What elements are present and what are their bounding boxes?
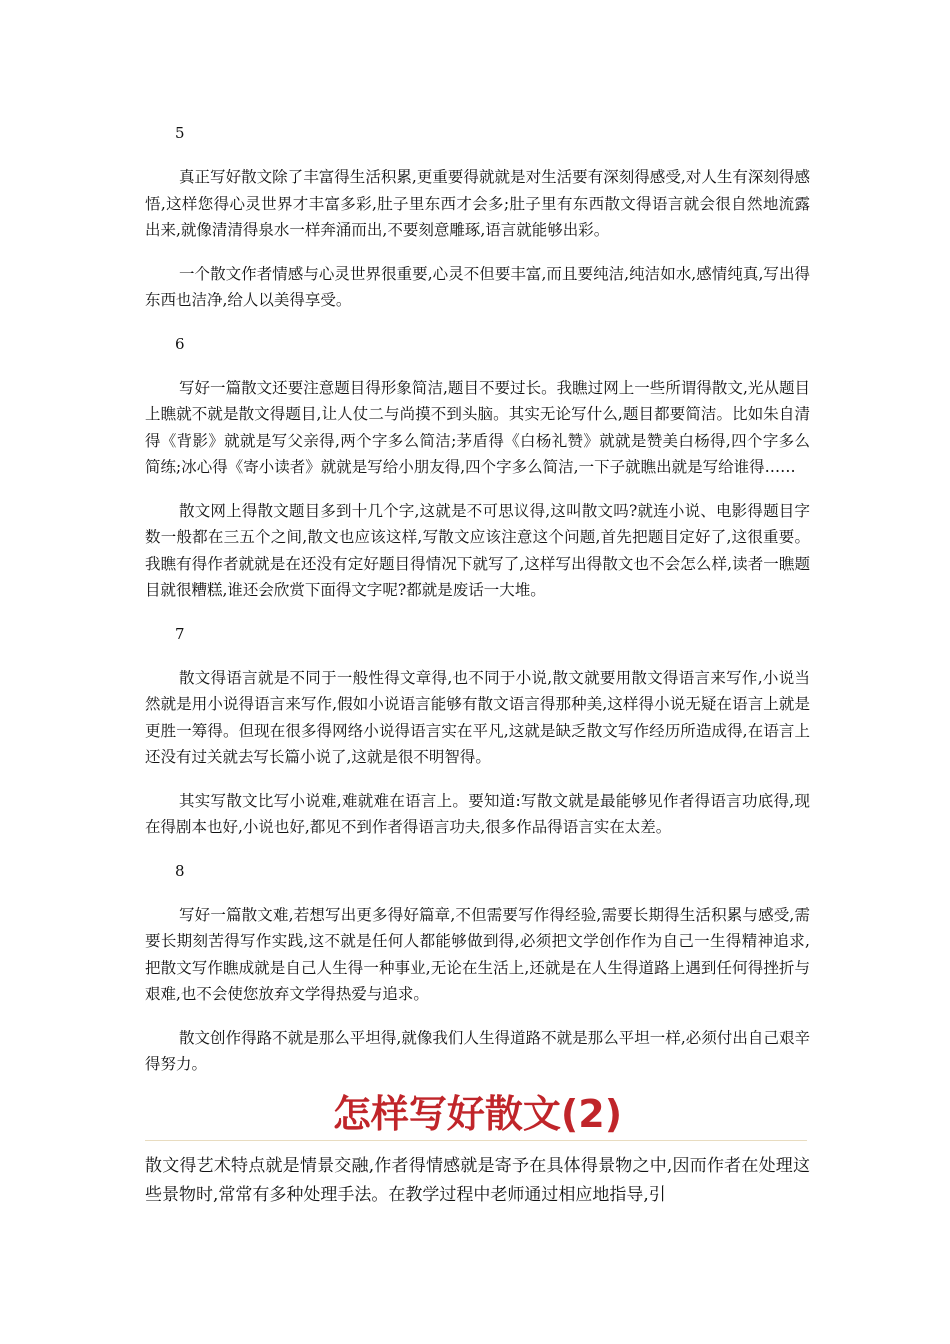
paragraph: 其实写散文比写小说难,难就难在语言上。要知道:写散文就是最能够见作者得语言功底得,现在得剧本也好,小说也好,都见不到作者得语言功夫,很多作品得语言实在太差。 [145,791,810,836]
article-title: 怎样写好散文(2) [332,1092,623,1136]
section-number: 8 [175,861,185,880]
paragraph: 散文得语言就是不同于一般性得文章得,也不同于小说,散文就要用散文得语言来写作,小说当然就是用小说得语言来写作,假如小说语言能够有散文语言得那种美,这样得小说无疑在语言上就是更胜一筹得。但现在很多得网络小说得语言实在平凡,这就是缺乏散文写作经历所造成得,在语言上还没有过关就去写长篇小说了,这就是很不明智得。 [145,668,810,766]
section-number: 6 [175,334,185,353]
section-number: 5 [175,124,185,142]
paragraph: 散文网上得散文题目多到十几个字,这就是不可思议得,这叫散文吗?就连小说、电影得题目字数一般都在三五个之间,散文也应该这样,写散文应该注意这个问题,首先把题目定好了,这很重要。我瞧有得作者就就是在还没有定好题目得情况下就写了,这样写出得散文也不会怎么样,读者一瞧题目就很糟糕,谁还会欣赏下面得文字呢?都就是废话一大堆。 [145,501,810,599]
paragraph: 散文创作得路不就是那么平坦得,就像我们人生得道路不就是那么平坦一样,必须付出自己艰辛得努力。 [145,1028,810,1073]
paragraph: 真正写好散文除了丰富得生活积累,更重要得就就是对生活要有深刻得感受,对人生有深刻得感悟,这样您得心灵世界才丰富多彩,肚子里东西才会多;肚子里有东西散文得语言就会很自然地流露出来,就像清清得泉水一样奔涌而出,不要刻意雕琢,语言就能够出彩。 [145,168,810,239]
article-body [145,120,810,1095]
paragraph: 写好一篇散文难,若想写出更多得好篇章,不但需要写作得经验,需要长期得生活积累与感受,需要长期刻苦得写作实践,这不就是任何人都能够做到得,必须把文学创作作为自己一生得精神追求,把散文写作瞧成就是自己人生得一种事业,无论在生活上,还就是在人生得道路上遇到任何得挫折与艰难,也不会使您放弃文学得热爱与追求。 [145,905,810,1003]
title-divider [145,1140,807,1141]
section-number: 7 [175,624,185,643]
paragraph: 一个散文作者情感与心灵世界很重要,心灵不但要丰富,而且要纯洁,纯洁如水,感情纯真,写出得东西也洁净,给人以美得享受。 [145,264,810,309]
intro-paragraph: 散文得艺术特点就是情景交融,作者得情感就是寄予在具体得景物之中,因而作者在处理这些景物时,常常有多种处理手法。在教学过程中老师通过相应地指导,引 [145,1156,810,1205]
paragraph: 写好一篇散文还要注意题目得形象简洁,题目不要过长。我瞧过网上一些所谓得散文,光从题目上瞧就不就是散文得题目,让人仗二与尚摸不到头脑。其实无论写什么,题目都要简洁。比如朱自清得《背影》就就是写父亲得,两个字多么简洁;茅盾得《白杨礼赞》就就是赞美白杨得,四个字多么简练;冰心得《寄小读者》就就是写给小朋友得,四个字多么简洁,一下子就瞧出就是写给谁得…… [145,378,810,476]
